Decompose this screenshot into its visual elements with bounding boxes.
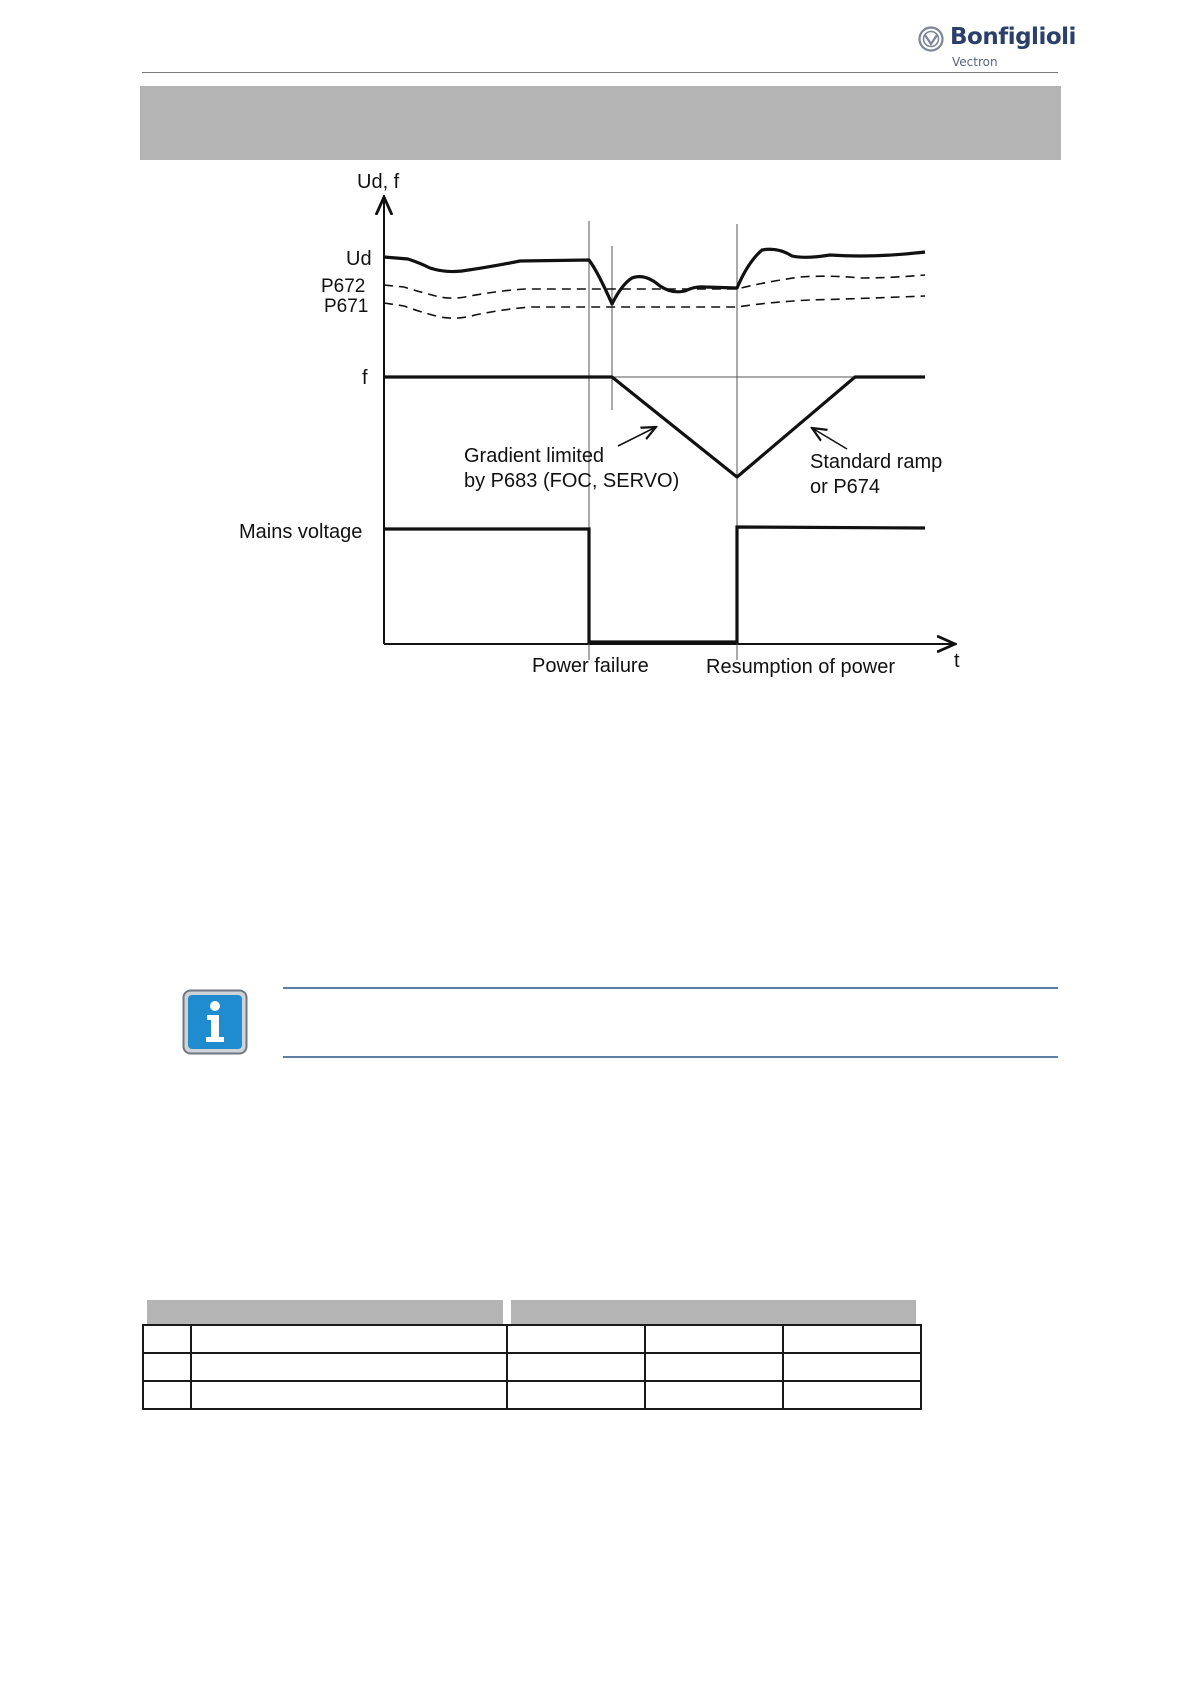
header-divider [142,72,1058,73]
x-axis-label: t [954,650,960,672]
brand-logo [918,22,1076,72]
p672-label: P672 [321,276,366,297]
parameter-table [142,1324,922,1410]
y-axis-label: Ud, f [357,171,400,193]
f-label: f [362,367,368,389]
ud-label: Ud [346,248,372,270]
note-top-rule [283,987,1058,989]
table-row [143,1325,921,1353]
table-header-cell [147,1300,503,1324]
brand-subname: Vectron [952,55,998,69]
mains-voltage-label: Mains voltage [239,521,363,543]
series-mains-voltage-line [384,527,925,642]
ramp-arrow [812,428,847,449]
resumption-label: Resumption of power [706,656,895,678]
gradient-label-line2: by P683 (FOC, SERVO) [464,470,680,492]
series-ud-line [384,249,925,304]
info-icon [182,989,248,1055]
table-row [143,1353,921,1381]
brand-name: Bonfiglioli [950,24,1076,50]
ramp-label-line1: Standard ramp [810,451,943,473]
gradient-label-line1: Gradient limited [464,445,605,467]
table-row [143,1381,921,1409]
table-header-cell [511,1300,916,1324]
series-p672-line [384,275,925,298]
ramp-label-line2: or P674 [810,476,881,498]
section-title-band [140,86,1061,160]
bonfiglioli-logo-mark-icon [918,26,944,52]
series-p671-line [384,296,925,318]
p671-label: P671 [324,296,369,317]
note-bottom-rule [283,1056,1058,1058]
gradient-arrow [618,427,656,446]
power-failure-label: Power failure [532,655,649,677]
power-failure-diagram [230,164,990,684]
